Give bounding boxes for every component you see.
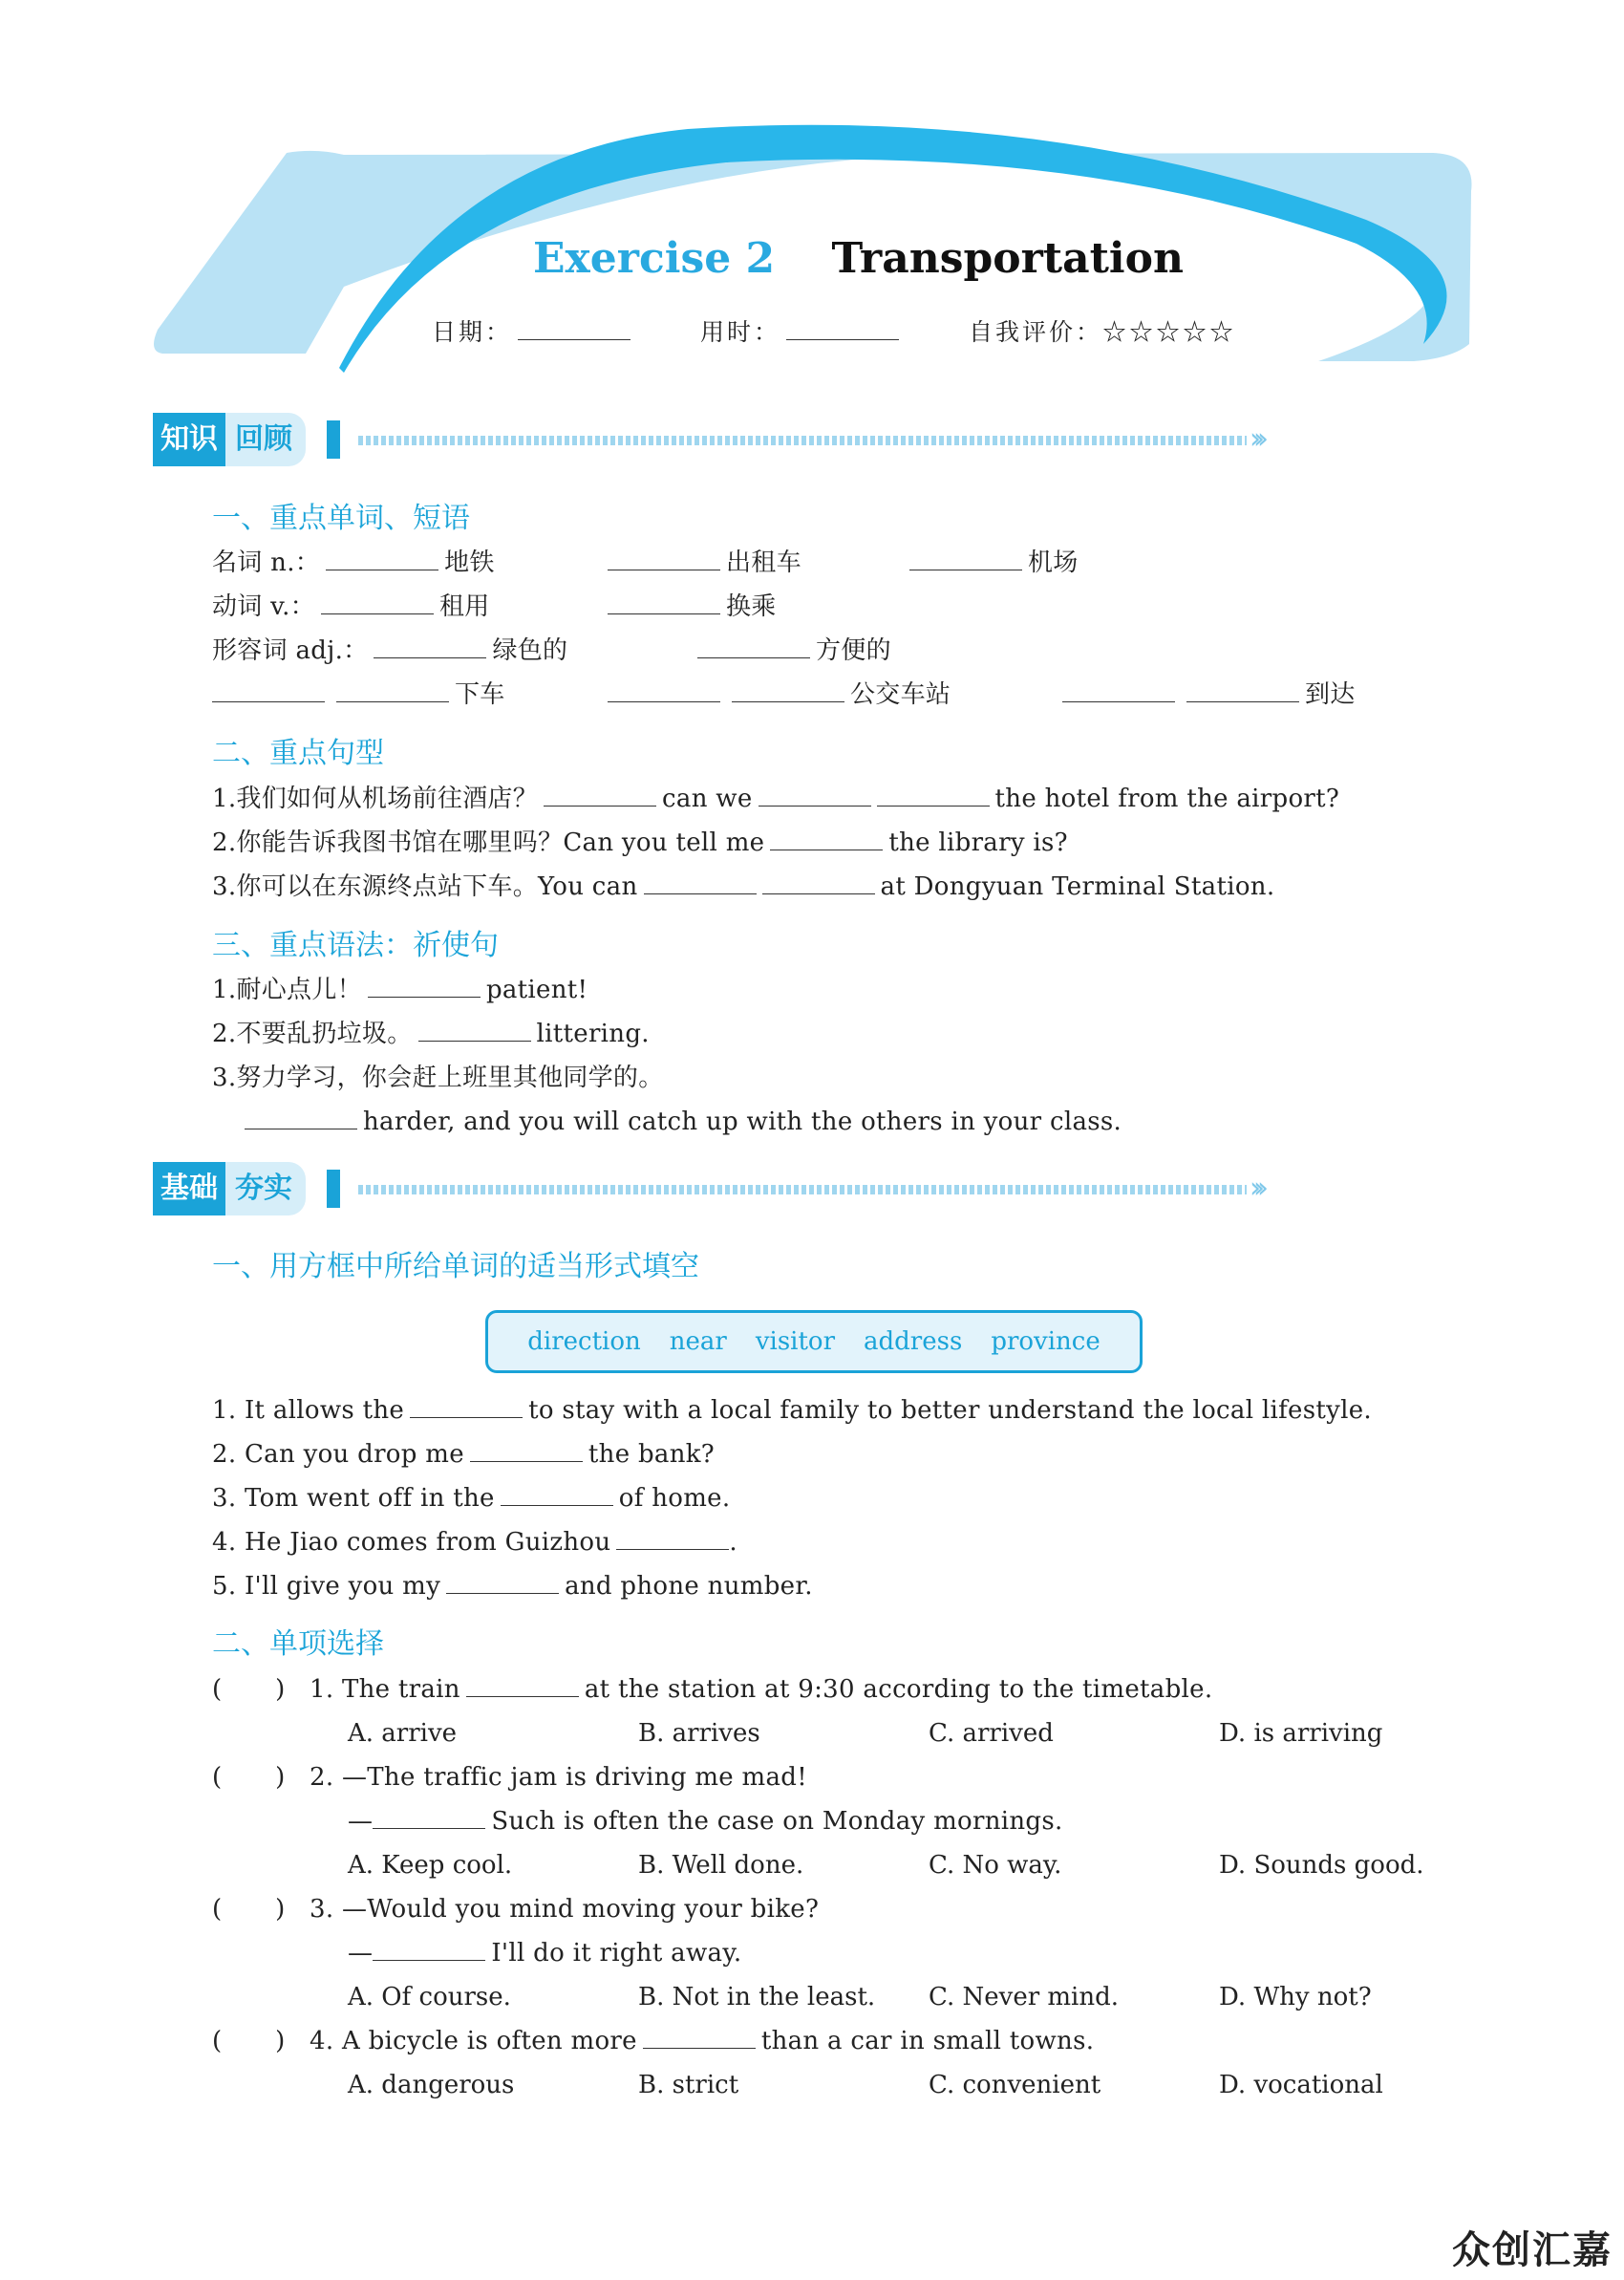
vocab-item: 租用 (438, 592, 490, 621)
banner-bar (327, 420, 340, 459)
item-number: 3. (212, 872, 237, 901)
paren-close: ) (275, 1763, 286, 1792)
option-a[interactable]: A. arrive (348, 1719, 458, 1748)
banner-bar (327, 1170, 340, 1208)
answer-blank[interactable] (697, 635, 810, 658)
paren-close: ) (275, 2027, 286, 2055)
verb-row-2 (602, 591, 777, 623)
answer-blank[interactable] (544, 783, 656, 807)
vocab-item: 绿色的 (492, 636, 568, 665)
answer-blank[interactable] (321, 591, 434, 614)
banner-tag-a: 基础 (153, 1162, 225, 1215)
banner-dots (358, 436, 1247, 445)
fill-row (212, 1526, 737, 1559)
question-text: than a car in small towns. (760, 2027, 1095, 2055)
vocab-item: 公交车站 (850, 680, 951, 709)
question-stem: 3. —Would you mind moving your bike? (310, 1895, 820, 1924)
grammar-en: littering. (536, 1020, 650, 1048)
question-stem (310, 1673, 1212, 1706)
date-blank[interactable] (518, 316, 630, 340)
exercise-number: Exercise 2 (533, 234, 776, 283)
banner-dots (358, 1185, 1247, 1194)
grammar-row-cont (239, 1106, 1122, 1138)
banner-tag-b: 夯实 (225, 1162, 306, 1215)
question-text: Such is often the case on Monday mornings. (491, 1807, 1063, 1836)
vocab-item: 机场 (1028, 548, 1079, 577)
grammar-en: patient! (485, 976, 588, 1004)
answer-blank[interactable] (446, 1570, 559, 1594)
paren-open: ( (212, 1675, 223, 1704)
adj-row-2 (692, 635, 891, 667)
option-a[interactable]: A. dangerous (348, 2071, 515, 2099)
fill-row (212, 1482, 730, 1515)
answer-blank[interactable] (877, 783, 990, 807)
rating-label: 自我评价： (968, 318, 1102, 346)
vocab-item: 地铁 (444, 548, 495, 577)
answer-blank[interactable] (373, 1805, 485, 1829)
paren-open: ( (212, 2027, 223, 2055)
option-a[interactable]: A. Of course. (348, 1983, 511, 2011)
phrase-row-3 (1057, 678, 1356, 711)
fill-text: 3. Tom went off in the (212, 1484, 495, 1513)
answer-blank[interactable] (732, 678, 844, 702)
answer-blank[interactable] (410, 1394, 523, 1418)
option-c[interactable]: C. convenient (929, 2071, 1101, 2099)
answer-blank[interactable] (616, 1526, 729, 1550)
word-item: near (669, 1327, 727, 1356)
question-stem (310, 2025, 1094, 2057)
sentence-en: at Dongyuan Terminal Station. (880, 872, 1275, 901)
answer-blank[interactable] (643, 2025, 756, 2049)
question-stem: 2. —The traffic jam is driving me mad! (310, 1763, 807, 1792)
grammar-cn: 耐心点儿！ (236, 976, 362, 1004)
sentence-en: the hotel from the airport? (994, 785, 1340, 813)
part-title-grammar: 三、重点语法：祈使句 (212, 929, 499, 962)
question-text: 4. A bicycle is often more (310, 2027, 637, 2055)
banner-tag-b: 回顾 (225, 413, 306, 466)
answer-blank[interactable] (770, 827, 883, 850)
section-banner-basics (153, 1162, 1285, 1215)
answer-blank[interactable] (762, 871, 875, 894)
answer-blank[interactable] (909, 547, 1022, 570)
grammar-en: harder, and you will catch up with the others in your class. (363, 1108, 1122, 1136)
sentence-row (212, 871, 1274, 903)
answer-paren[interactable] (212, 1761, 285, 1794)
item-number: 2. (212, 828, 237, 857)
answer-paren[interactable] (212, 2025, 285, 2057)
answer-blank[interactable] (418, 1018, 531, 1042)
answer-blank[interactable] (608, 591, 720, 614)
meta-row (432, 313, 1236, 348)
answer-blank[interactable] (470, 1438, 583, 1462)
answer-blank[interactable] (368, 974, 481, 998)
chevron-right-icon: ››› (1250, 1172, 1261, 1205)
answer-blank[interactable] (212, 678, 325, 702)
sentence-en: the library is? (888, 828, 1068, 857)
adj-label: 形容词 adj.： (212, 636, 369, 665)
sentence-row (212, 783, 1339, 815)
answer-blank[interactable] (336, 678, 449, 702)
part-title-choice: 二、单项选择 (212, 1627, 384, 1661)
noun-row-2 (602, 547, 801, 579)
vocab-item: 到达 (1305, 680, 1356, 709)
answer-blank[interactable] (245, 1106, 357, 1129)
chevron-right-icon: ››› (1250, 422, 1261, 456)
fill-text: 1. It allows the (212, 1396, 405, 1425)
option-b[interactable]: B. arrives (638, 1719, 760, 1748)
answer-paren[interactable] (212, 1673, 285, 1706)
vocab-item: 出租车 (726, 548, 801, 577)
option-c[interactable]: C. Never mind. (929, 1983, 1120, 2011)
sentence-cn: 你能告诉我图书馆在哪里吗？ (236, 828, 564, 857)
question-reply: — I'll do it right away. (348, 1939, 742, 1968)
phrase-row-2 (602, 678, 951, 711)
verb-label: 动词 v.： (212, 592, 315, 621)
fill-text: . (729, 1528, 737, 1557)
question-text: I'll do it right away. (491, 1939, 742, 1968)
fill-text: and phone number. (565, 1572, 813, 1601)
noun-row-3 (904, 547, 1079, 579)
grammar-cn: 努力学习，你会赶上班里其他同学的。 (236, 1064, 664, 1092)
exercise-title-row (533, 234, 1184, 283)
answer-blank[interactable] (374, 635, 486, 658)
word-item: province (991, 1327, 1100, 1356)
sentence-cn: 我们如何从机场前往酒店？ (236, 785, 539, 813)
item-number: 3. (212, 1064, 237, 1092)
option-c[interactable]: C. No way. (929, 1851, 1062, 1880)
fill-text: 5. I'll give you my (212, 1572, 441, 1601)
answer-blank[interactable] (466, 1673, 579, 1697)
answer-paren[interactable] (212, 1893, 285, 1925)
fill-row (212, 1394, 1372, 1427)
word-box (485, 1310, 1143, 1373)
fill-text: 2. Can you drop me (212, 1440, 464, 1469)
answer-blank[interactable] (1186, 678, 1299, 702)
question-text: at the station at 9:30 according to the timetable. (584, 1675, 1213, 1704)
answer-blank[interactable] (608, 547, 720, 570)
option-a[interactable]: A. Keep cool. (348, 1851, 513, 1880)
noun-row (212, 547, 495, 579)
time-blank[interactable] (786, 316, 899, 340)
answer-blank[interactable] (759, 783, 871, 807)
option-b[interactable]: B. Well done. (638, 1851, 804, 1880)
item-number: 1. (212, 785, 237, 813)
option-d[interactable]: D. is arriving (1219, 1719, 1383, 1748)
option-d[interactable]: D. Why not? (1219, 1983, 1372, 2011)
word-item: address (864, 1327, 963, 1356)
paren-close: ) (275, 1895, 286, 1924)
answer-blank[interactable] (373, 1937, 485, 1961)
grammar-row (212, 1062, 664, 1094)
sentence-en: can we (662, 785, 753, 813)
verb-row (212, 591, 490, 623)
word-item: direction (527, 1327, 641, 1356)
item-number: 1. (212, 976, 237, 1004)
option-d[interactable]: D. Sounds good. (1219, 1851, 1424, 1880)
fill-text: the bank? (588, 1440, 716, 1469)
option-d[interactable]: D. vocational (1219, 2071, 1383, 2099)
sentence-en: Can you tell me (563, 828, 765, 857)
answer-blank[interactable] (608, 678, 720, 702)
grammar-row (212, 974, 588, 1006)
question-reply: — Such is often the case on Monday mornings. (348, 1807, 1063, 1836)
paren-open: ( (212, 1763, 223, 1792)
sentence-cn: 你可以在东源终点站下车。 (236, 872, 539, 901)
answer-blank[interactable] (1062, 678, 1175, 702)
page-title: Transportation (831, 234, 1184, 283)
answer-blank[interactable] (326, 547, 438, 570)
vocab-item: 下车 (455, 680, 505, 709)
answer-blank[interactable] (644, 871, 757, 894)
grammar-cn: 不要乱扔垃圾。 (236, 1020, 413, 1048)
sentence-row (212, 827, 1068, 859)
question-text: 1. The train (310, 1675, 460, 1704)
option-b[interactable]: B. strict (638, 2071, 739, 2099)
date-label: 日期： (432, 318, 513, 346)
part-title-fill: 一、用方框中所给单词的适当形式填空 (212, 1250, 699, 1283)
fill-text: to stay with a local family to better understand the local lifestyle. (528, 1396, 1372, 1425)
watermark-logo: 众创汇嘉 (1452, 2228, 1613, 2272)
noun-label: 名词 n.： (212, 548, 321, 577)
vocab-item: 方便的 (816, 636, 891, 665)
option-b[interactable]: B. Not in the least. (638, 1983, 876, 2011)
part-title-vocab: 一、重点单词、短语 (212, 502, 470, 535)
paren-open: ( (212, 1895, 223, 1924)
rating-stars[interactable]: ☆☆☆☆☆ (1101, 318, 1236, 346)
answer-blank[interactable] (501, 1482, 613, 1506)
sentence-en: You can (538, 872, 638, 901)
section-banner-review (153, 413, 1285, 466)
banner-tag-a: 知识 (153, 413, 225, 466)
fill-row (212, 1438, 715, 1471)
fill-text: 4. He Jiao comes from Guizhou (212, 1528, 611, 1557)
option-c[interactable]: C. arrived (929, 1719, 1054, 1748)
fill-row (212, 1570, 813, 1602)
word-item: visitor (755, 1327, 836, 1356)
time-label: 用时： (699, 318, 780, 346)
item-number: 2. (212, 1020, 237, 1048)
phrase-row (206, 678, 505, 711)
part-title-sentences: 二、重点句型 (212, 737, 384, 770)
vocab-item: 换乘 (726, 592, 777, 621)
grammar-row (212, 1018, 650, 1050)
fill-text: of home. (618, 1484, 731, 1513)
paren-close: ) (275, 1675, 286, 1704)
adj-row (212, 635, 567, 667)
